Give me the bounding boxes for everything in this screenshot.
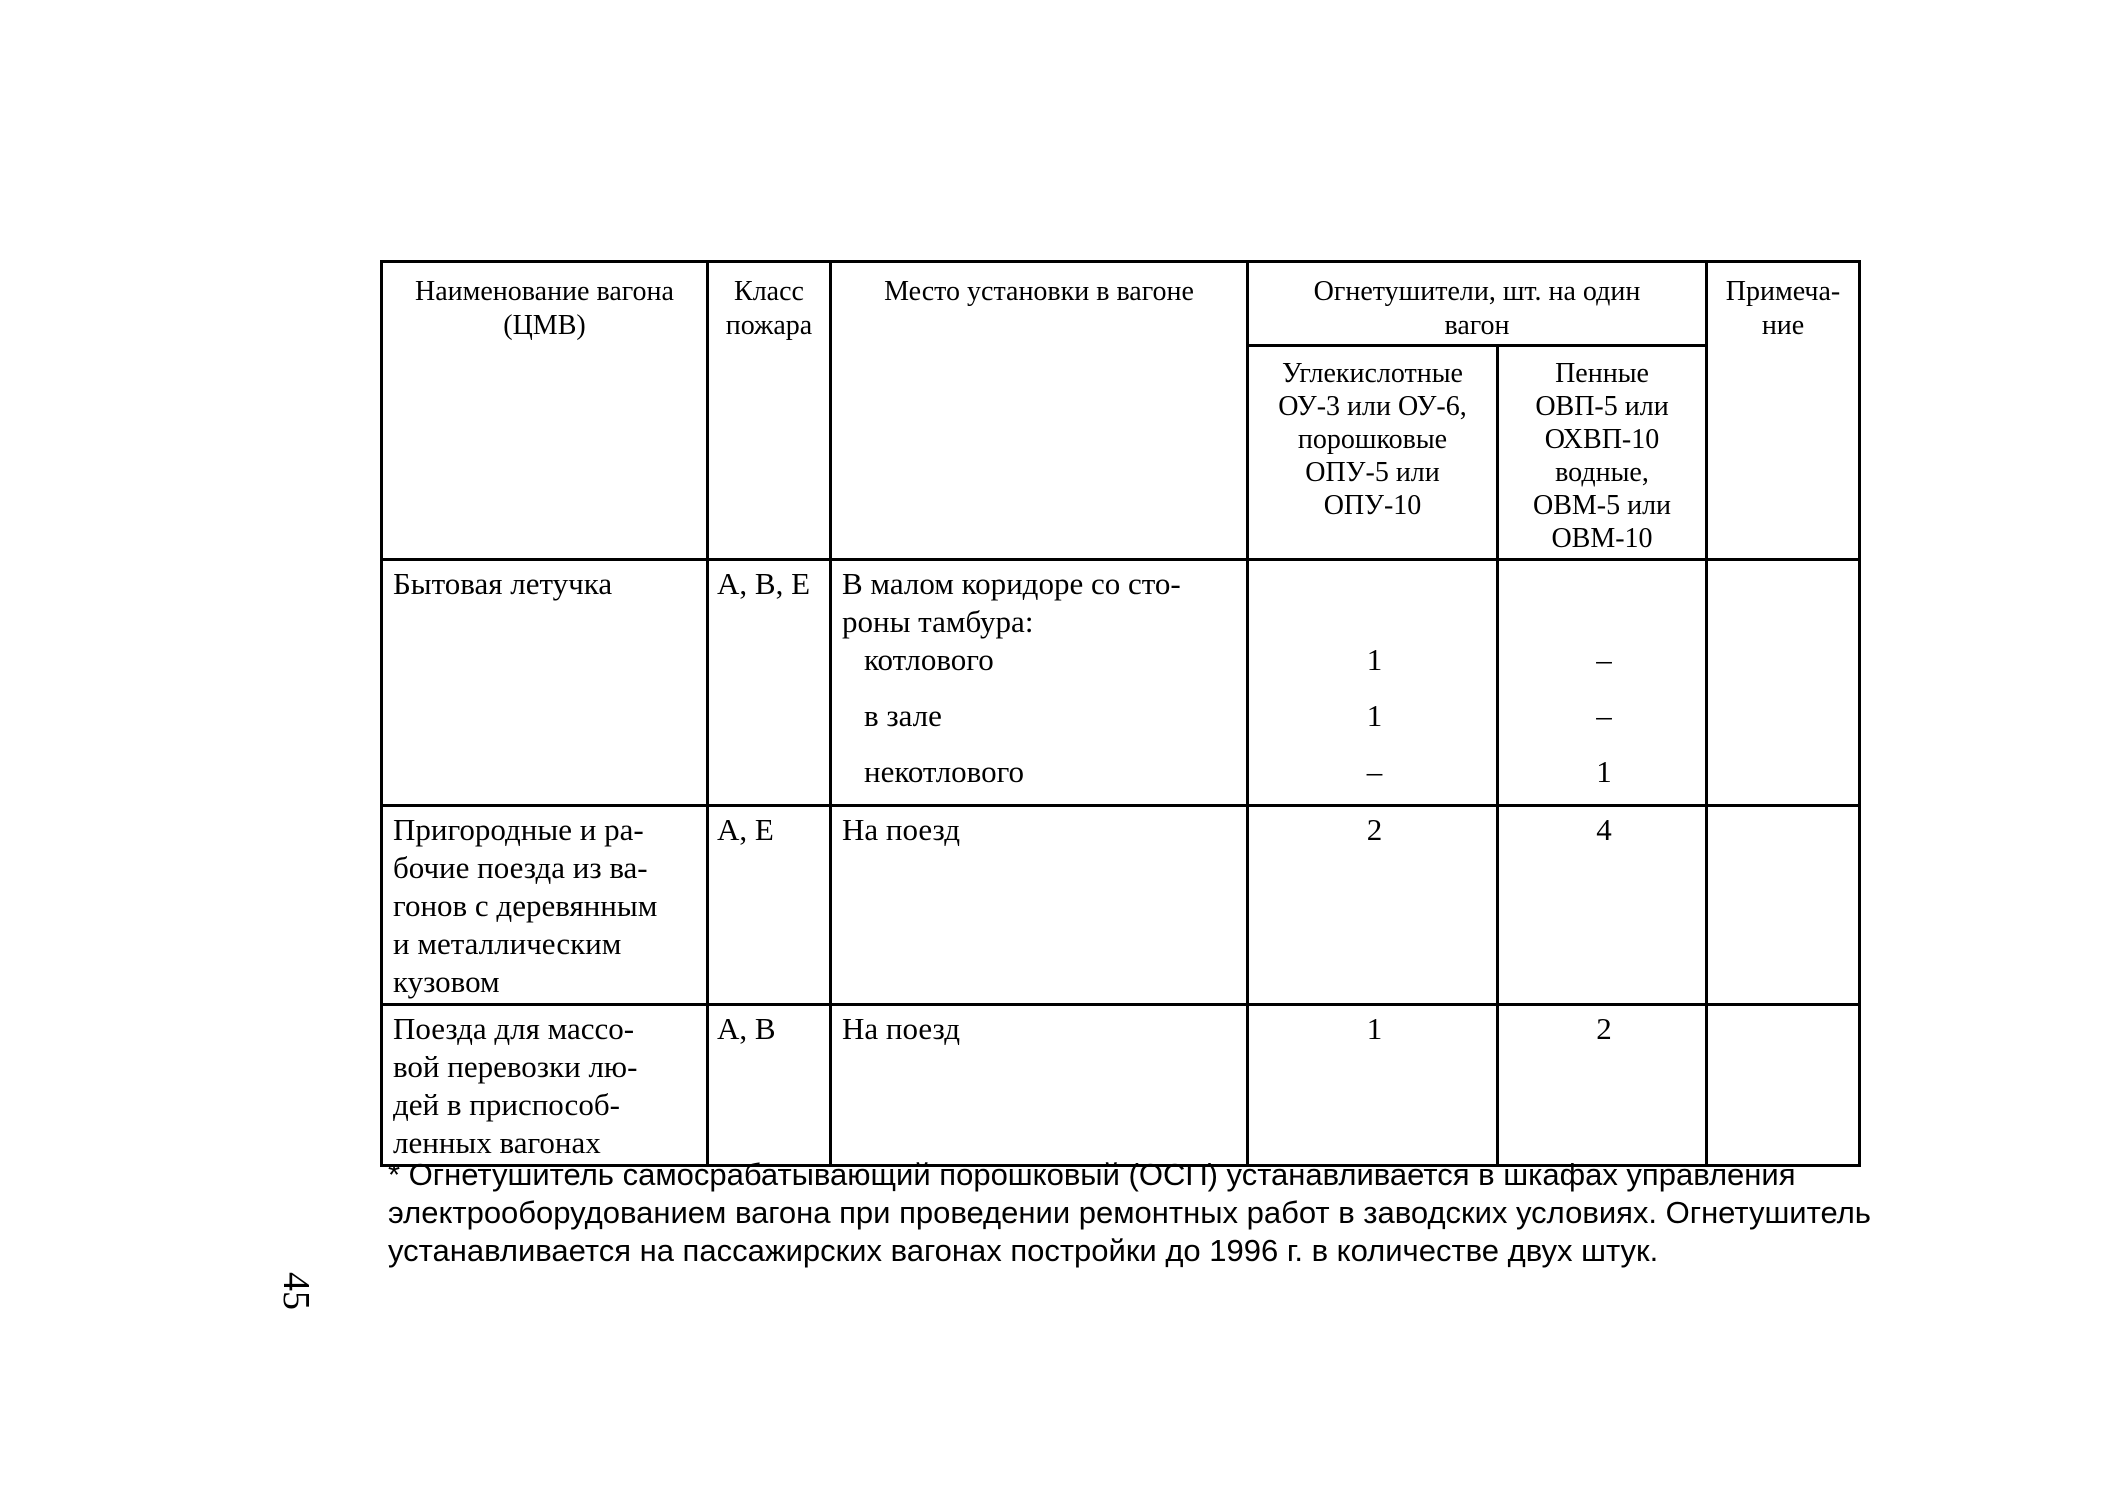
header-car-name-line: Наименование вагона xyxy=(415,276,674,307)
car-name-line: ленных вагонах xyxy=(393,1125,601,1160)
car-name-line: Поезда для массо- xyxy=(393,1011,635,1046)
sublocation-label: котлового xyxy=(864,642,994,677)
header-extinguishers xyxy=(1248,262,1707,346)
sublocation-label: некотлового xyxy=(864,754,1025,789)
co2-count-cell xyxy=(1248,806,1498,1005)
header-co2-line: Углекислотные xyxy=(1282,358,1463,389)
car-name-cell xyxy=(382,560,708,806)
header-car-name xyxy=(382,262,708,560)
co2-count: 1 xyxy=(1366,642,1383,677)
header-location-line: Место установки в вагоне xyxy=(884,276,1194,307)
car-name-line: Пригородные и ра- xyxy=(393,812,644,847)
co2-count: – xyxy=(1366,754,1383,789)
footnote-line: устанавливается на пассажирских вагонах постройки до 1996 г. в количестве двух штук. xyxy=(388,1233,1659,1268)
co2-count-cell xyxy=(1248,1005,1498,1166)
fire-class-value: А, В, Е xyxy=(717,566,810,601)
car-name-line: вой перевозки лю- xyxy=(393,1049,638,1084)
page-number: 45 xyxy=(275,1272,317,1310)
foam-count-cell xyxy=(1498,560,1707,806)
location-cell xyxy=(831,806,1248,1005)
header-location xyxy=(831,262,1248,560)
fire-class-cell xyxy=(708,1005,831,1166)
header-co2-line: ОПУ-10 xyxy=(1323,490,1422,521)
header-co2-line: ОПУ-5 или xyxy=(1305,457,1440,488)
header-fire-class-line: Класс xyxy=(734,276,804,307)
header-notes xyxy=(1707,262,1860,560)
co2-count: 1 xyxy=(1366,698,1383,733)
header-fire-class-line: пожара xyxy=(725,310,813,341)
table-row xyxy=(382,806,1860,1005)
header-co2-line: порошковые xyxy=(1297,424,1448,455)
header-extinguishers-line: Огнетушители, шт. на один xyxy=(1313,276,1641,307)
header-foam-line: Пенные xyxy=(1555,358,1649,389)
header-notes-line: ние xyxy=(1761,310,1805,341)
header-foam-line: ОВМ-10 xyxy=(1551,523,1653,554)
location-line: роны тамбура: xyxy=(842,604,1034,639)
car-name-line: бочие поезда из ва- xyxy=(393,850,648,885)
header-row-top xyxy=(382,262,1860,346)
table-row xyxy=(382,560,1860,806)
co2-count: 2 xyxy=(1366,812,1383,847)
header-foam-line: ОВМ-5 или xyxy=(1532,490,1672,521)
header-co2-powder xyxy=(1248,346,1498,560)
location-line: В малом коридоре со сто- xyxy=(842,566,1181,601)
foam-count: – xyxy=(1596,698,1612,733)
car-name-cell xyxy=(382,806,708,1005)
header-car-name-line: (ЦМВ) xyxy=(503,310,586,341)
header-co2-line: ОУ-3 или ОУ-6, xyxy=(1278,391,1467,422)
table-row xyxy=(382,1005,1860,1166)
note-cell xyxy=(1707,560,1860,806)
location-line: На поезд xyxy=(842,1011,960,1046)
car-name-cell xyxy=(382,1005,708,1166)
note-cell xyxy=(1707,806,1860,1005)
header-foam-line: водные, xyxy=(1555,457,1649,488)
car-name-line: кузовом xyxy=(393,964,500,999)
foam-count: – xyxy=(1596,642,1612,677)
location-cell xyxy=(831,1005,1248,1166)
foam-count: 1 xyxy=(1596,754,1612,789)
co2-count-cell xyxy=(1248,560,1498,806)
car-name-line: дей в приспособ- xyxy=(393,1087,620,1122)
footnote-line: электрооборудованием вагона при проведении ремонтных работ в заводских условиях. Огнетушитель xyxy=(388,1195,1871,1230)
location-line: На поезд xyxy=(842,812,960,847)
foam-count-cell xyxy=(1498,806,1707,1005)
footnote xyxy=(388,1156,1888,1270)
header-notes-line: Примеча- xyxy=(1725,276,1841,307)
foam-count: 2 xyxy=(1596,1011,1612,1046)
header-extinguishers-line: вагон xyxy=(1444,310,1510,341)
foam-count: 4 xyxy=(1596,812,1612,847)
footnote-line: * Огнетушитель самосрабатывающий порошковый (ОСП) устанавливается в шкафах управления xyxy=(388,1157,1796,1192)
fire-class-value: А, В xyxy=(717,1011,776,1046)
header-foam-water xyxy=(1498,346,1707,560)
header-foam-line: ОХВП-10 xyxy=(1544,424,1660,455)
fire-class-cell xyxy=(708,806,831,1005)
co2-count: 1 xyxy=(1366,1011,1383,1046)
sublocation-label: в зале xyxy=(864,698,942,733)
foam-count-cell xyxy=(1498,1005,1707,1166)
location-cell xyxy=(831,560,1248,806)
fire-class-value: А, Е xyxy=(717,812,774,847)
car-name-line: Бытовая летучка xyxy=(393,566,613,601)
car-name-line: и металлическим xyxy=(393,926,622,961)
note-cell xyxy=(1707,1005,1860,1166)
extinguisher-table xyxy=(380,260,1861,1167)
car-name-line: гонов с деревянным xyxy=(393,888,658,923)
header-fire-class xyxy=(708,262,831,560)
fire-class-cell xyxy=(708,560,831,806)
header-foam-line: ОВП-5 или xyxy=(1535,391,1669,422)
